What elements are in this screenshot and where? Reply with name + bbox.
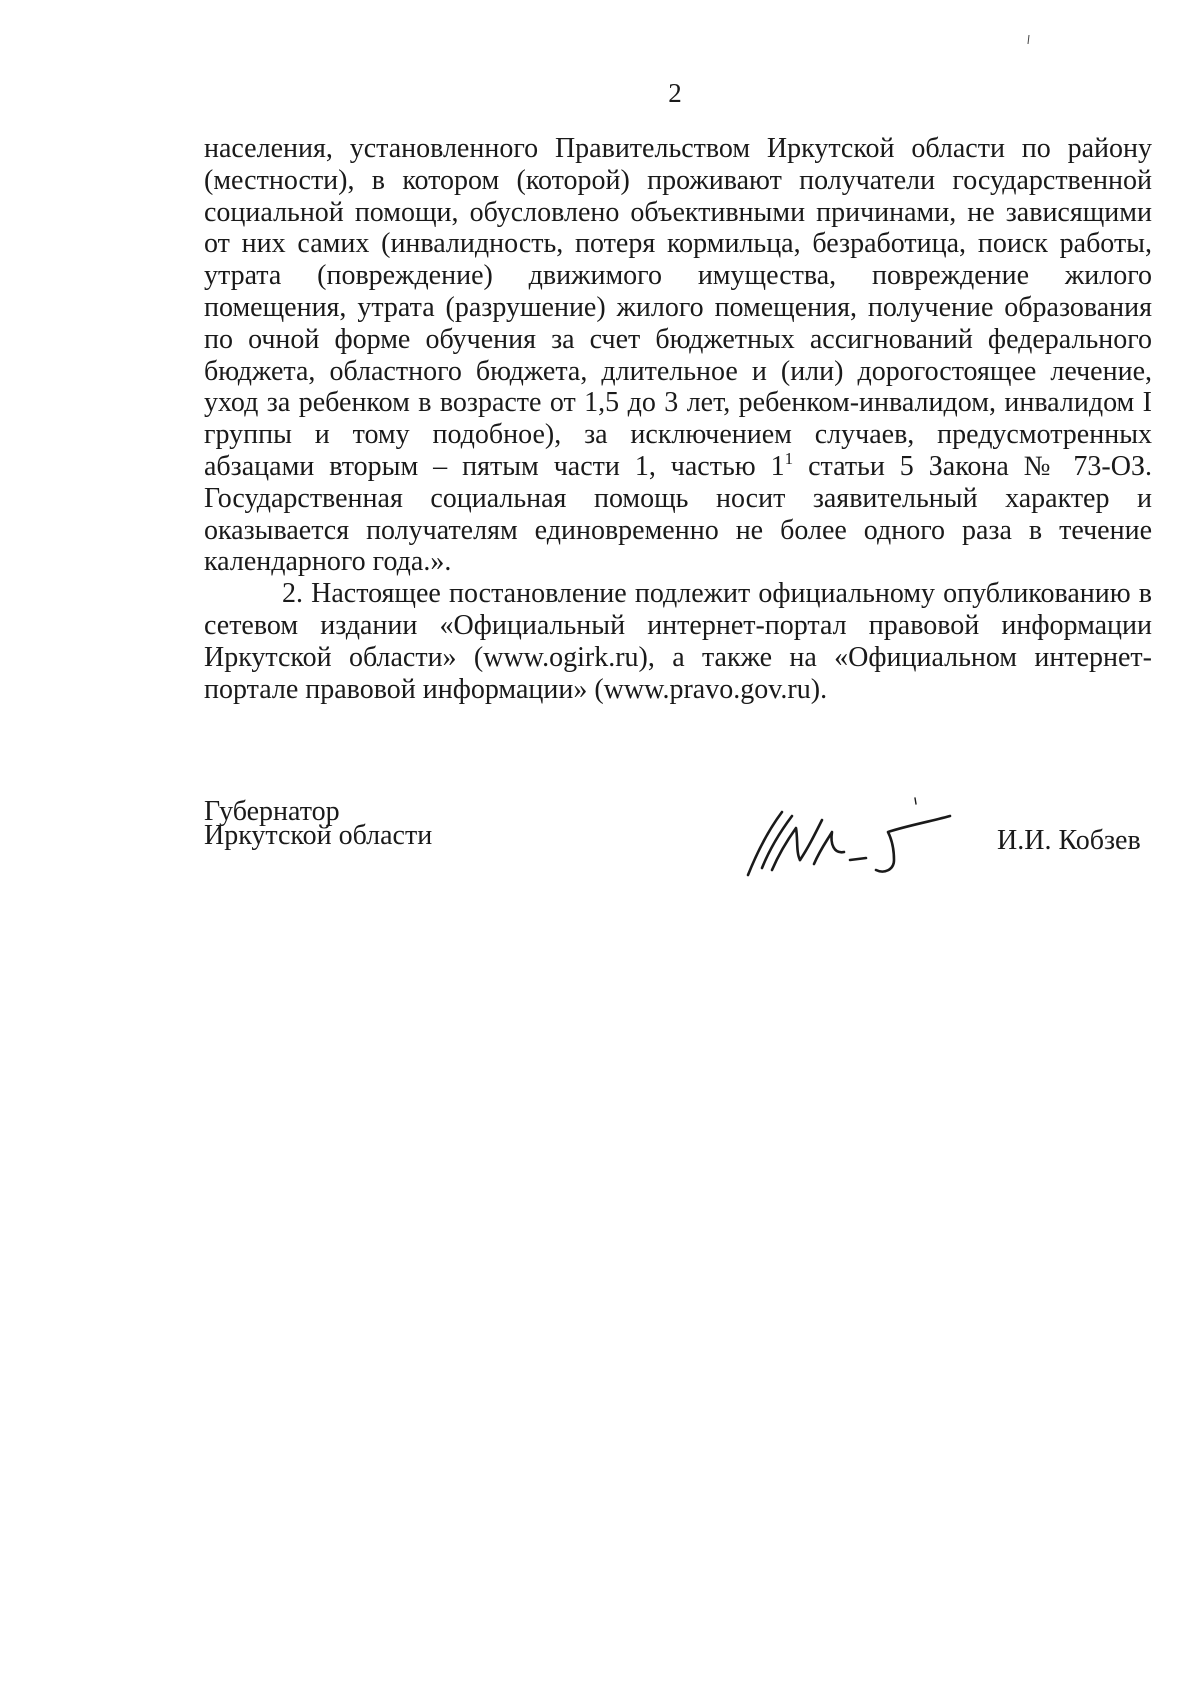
handwritten-signature (738, 790, 968, 890)
signatory-position (204, 796, 433, 851)
document-body (204, 133, 1152, 705)
position-line-1: Губернатор (204, 796, 340, 827)
page-number: 2 (668, 78, 682, 108)
scan-mark (1027, 32, 1030, 42)
paragraph-text: населения, установленного Правительством Иркутской области по району (местности), в котором (которой) проживают получатели государственной социальной помощи, обусловлено объективными причинами, не зависящими от них самих (инвалидность, потеря кормильца, безработица, поиск работы, утрата (повреждение) движимого имущества, повреждение жилого помещения, утрата (разрушение) жилого помещения, получение образования по очной форме обучения за счет бюджетных ассигнований федерального бюджета, областного бюджета, длительное и (или) дорогостоящее лечение, уход за ребенком в возрасте от 1,5 до 3 лет, ребенком-инвалидом, инвалидом I группы и тому подобное), за исключением случаев, предусмотренных абзацами вторым – пятым части 1, частью 1 (204, 133, 1152, 482)
paragraph-text-tail: статьи 5 Закона № 73-ОЗ. Государственная социальная помощь носит заявительный характер и оказывается получателям единовременно не более одного раза в течение календарного года.». (204, 450, 1152, 578)
signer-name: И.И. Кобзев (997, 825, 1141, 856)
position-line-2: Иркутской области (204, 820, 433, 851)
paragraph-publication: 2. Настоящее постановление подлежит официальному опубликованию в сетевом издании «Официальный интернет-портал правовой информации Иркутской области» (www.ogirk.ru), а также на «Официальном интернет-портале правовой информации» (www.pravo.gov.ru). (204, 578, 1152, 705)
paragraph-continuation (204, 133, 1152, 578)
superscript: 1 (784, 448, 794, 468)
